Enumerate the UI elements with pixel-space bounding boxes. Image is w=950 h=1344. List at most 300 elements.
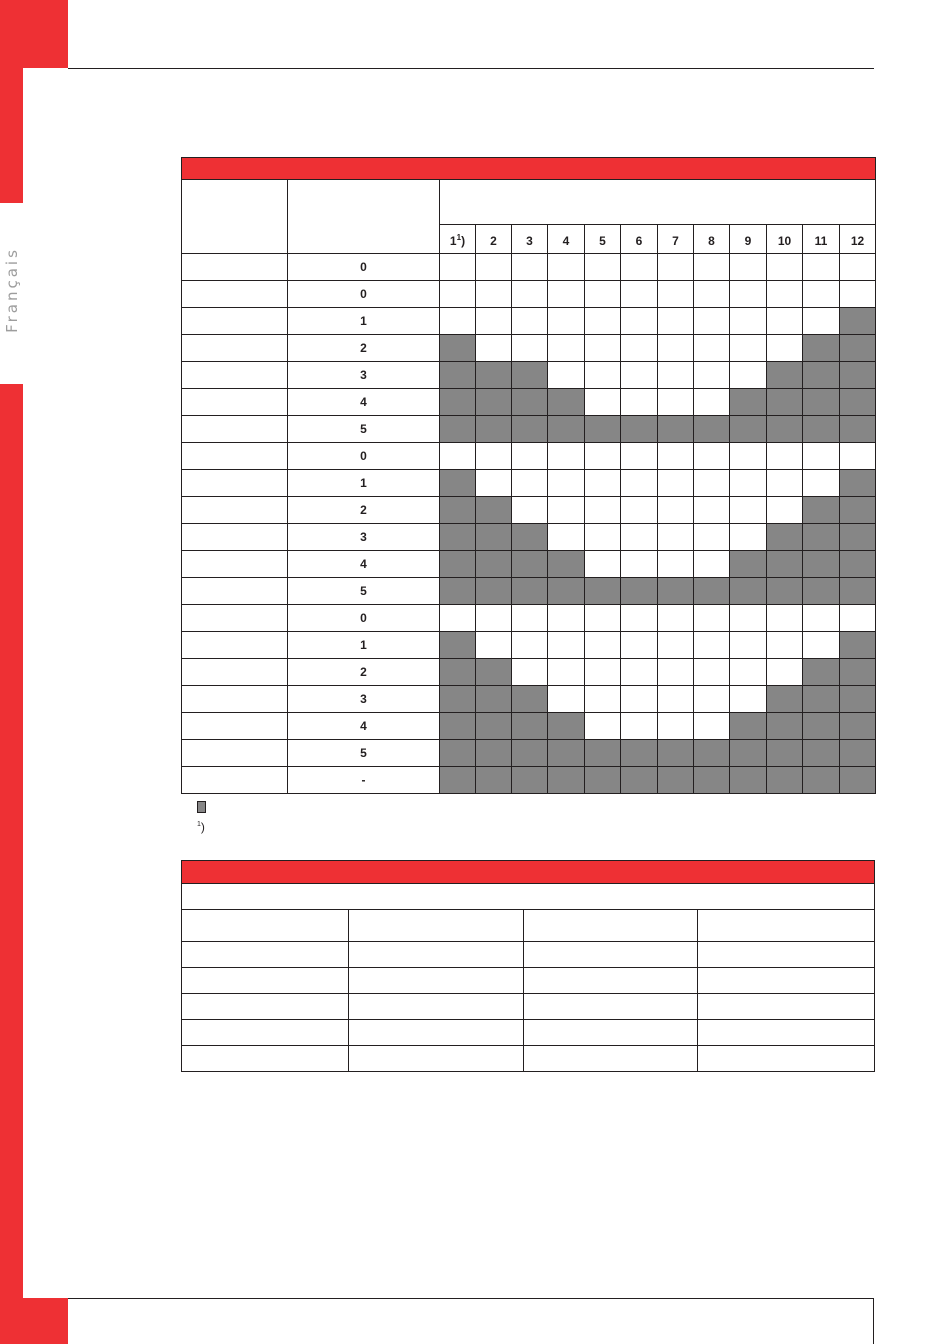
month-cell-empty [621,632,658,659]
table-row [182,994,875,1020]
month-cell-filled [803,524,840,551]
header-rule [68,68,874,69]
month-cell-empty [694,605,730,632]
row-value: 5 [288,416,440,443]
month-cell-filled [694,578,730,605]
table-row [182,470,876,497]
month-cell-empty [694,254,730,281]
month-cell-empty [621,524,658,551]
month-cell-empty [548,254,585,281]
month-cell-filled [585,740,621,767]
month-header-cell: 7 [658,225,694,254]
legend-swatch [197,801,206,813]
table2-cell [524,942,698,968]
month-cell-filled [512,551,548,578]
table2-cell [182,1046,349,1072]
month-cell-empty [585,632,621,659]
row-value: 3 [288,686,440,713]
month-cell-empty [512,254,548,281]
month-cell-empty [803,632,840,659]
secondary-table [181,860,875,1072]
month-cell-empty [694,389,730,416]
month-cell-filled [548,416,585,443]
table2-cell [349,968,524,994]
month-cell-empty [658,308,694,335]
month-cell-empty [694,551,730,578]
month-cell-filled [512,740,548,767]
row-value: 1 [288,308,440,335]
month-cell-empty [512,308,548,335]
row-value: 0 [288,254,440,281]
month-cell-filled [767,416,803,443]
row-value: 3 [288,524,440,551]
month-header-cell: $1^1$) [440,225,476,254]
month-cell-empty [548,524,585,551]
month-cell-empty [730,362,767,389]
table1-header-col1 [182,180,288,254]
month-cell-filled [548,740,585,767]
month-cell-filled [621,578,658,605]
month-cell-filled [803,497,840,524]
month-cell-empty [621,308,658,335]
month-cell-empty [658,524,694,551]
month-cell-filled [512,362,548,389]
table1-header-col2 [288,180,440,254]
month-cell-empty [440,308,476,335]
month-cell-filled [440,335,476,362]
month-cell-filled [440,578,476,605]
month-cell-filled [548,578,585,605]
month-cell-filled [803,416,840,443]
side-language-label: Français [3,247,22,333]
table-row [182,713,876,740]
table-row [182,443,876,470]
month-cell-filled [512,416,548,443]
table-row [182,578,876,605]
corner-red-tab-top [0,0,68,68]
month-cell-filled [803,551,840,578]
month-cell-filled [803,389,840,416]
month-cell-filled [730,416,767,443]
month-cell-empty [585,443,621,470]
table2-cell [524,1020,698,1046]
month-cell-filled [658,740,694,767]
month-cell-empty [767,281,803,308]
month-cell-empty [512,497,548,524]
month-header-cell: 11 [803,225,840,254]
month-cell-filled [840,470,876,497]
month-cell-empty [585,713,621,740]
row-value: 2 [288,659,440,686]
month-cell-empty [585,605,621,632]
month-cell-filled [621,740,658,767]
month-cell-empty [621,281,658,308]
month-cell-empty [585,524,621,551]
row-label [182,659,288,686]
month-cell-empty [658,605,694,632]
month-cell-empty [658,362,694,389]
month-cell-empty [767,605,803,632]
month-cell-filled [658,767,694,794]
month-cell-filled [767,578,803,605]
month-cell-filled [840,767,876,794]
month-cell-empty [767,335,803,362]
month-cell-empty [476,605,512,632]
month-cell-filled [803,686,840,713]
table-row [182,254,876,281]
month-cell-empty [512,659,548,686]
table2-cell [182,1020,349,1046]
month-cell-empty [585,659,621,686]
month-cell-filled [767,713,803,740]
month-cell-filled [803,335,840,362]
table-row [182,281,876,308]
month-cell-filled [840,740,876,767]
month-cell-filled [440,740,476,767]
month-cell-empty [585,551,621,578]
row-value: - [288,767,440,794]
month-cell-empty [476,632,512,659]
month-cell-empty [585,470,621,497]
month-cell-empty [585,308,621,335]
month-cell-empty [621,551,658,578]
table-row [182,632,876,659]
month-cell-empty [730,524,767,551]
month-cell-filled [730,551,767,578]
month-cell-empty [621,443,658,470]
row-label [182,524,288,551]
month-cell-filled [440,389,476,416]
month-cell-filled [440,551,476,578]
month-cell-empty [694,524,730,551]
month-cell-filled [440,416,476,443]
month-cell-empty [440,443,476,470]
month-cell-empty [694,362,730,389]
month-cell-empty [585,335,621,362]
row-label [182,335,288,362]
month-cell-empty [585,281,621,308]
month-cell-filled [585,767,621,794]
table-row [182,524,876,551]
month-cell-empty [548,443,585,470]
table2-title-bar [182,861,875,884]
table-row [182,308,876,335]
row-value: 0 [288,281,440,308]
table-row [182,659,876,686]
month-cell-filled [476,416,512,443]
month-cell-empty [585,389,621,416]
month-cell-filled [840,497,876,524]
table1-months-title [440,180,876,225]
month-cell-filled [476,713,512,740]
month-cell-filled [440,524,476,551]
month-cell-empty [730,254,767,281]
month-header-cell: 5 [585,225,621,254]
month-cell-empty [730,605,767,632]
month-cell-filled [767,524,803,551]
row-value: 0 [288,605,440,632]
month-cell-filled [730,713,767,740]
month-cell-empty [767,470,803,497]
month-cell-empty [512,470,548,497]
month-cell-empty [548,686,585,713]
row-label [182,416,288,443]
month-cell-empty [658,443,694,470]
month-cell-empty [621,389,658,416]
month-cell-empty [803,470,840,497]
table-row [182,740,876,767]
month-cell-filled [512,713,548,740]
month-header-cell: 9 [730,225,767,254]
table1-header-row [182,180,876,225]
month-cell-filled [840,578,876,605]
month-cell-empty [621,686,658,713]
month-cell-empty [621,713,658,740]
month-cell-empty [548,659,585,686]
month-cell-empty [694,335,730,362]
month-cell-empty [476,281,512,308]
table2-subtitle-row [182,884,875,910]
month-cell-empty [840,443,876,470]
month-cell-empty [658,470,694,497]
month-cell-empty [512,443,548,470]
month-cell-filled [512,767,548,794]
month-cell-empty [548,605,585,632]
row-label [182,551,288,578]
month-cell-filled [730,767,767,794]
month-cell-empty [730,281,767,308]
month-cell-empty [658,686,694,713]
month-cell-empty [694,308,730,335]
month-cell-empty [803,281,840,308]
month-cell-empty [767,659,803,686]
month-cell-empty [730,659,767,686]
month-cell-filled [840,659,876,686]
month-cell-filled [840,632,876,659]
month-cell-empty [440,254,476,281]
month-cell-empty [658,389,694,416]
month-cell-filled [803,713,840,740]
month-cell-empty [803,443,840,470]
month-cell-filled [803,767,840,794]
table2-header-cell [524,910,698,942]
month-cell-filled [803,659,840,686]
month-cell-empty [440,281,476,308]
month-cell-filled [512,578,548,605]
month-cell-empty [476,443,512,470]
row-value: 4 [288,551,440,578]
table2-cell [349,1020,524,1046]
row-label [182,740,288,767]
month-cell-empty [512,335,548,362]
row-label [182,578,288,605]
table2-cell [524,1046,698,1072]
month-cell-filled [440,362,476,389]
row-label [182,605,288,632]
month-cell-empty [548,470,585,497]
table-row [182,335,876,362]
month-cell-filled [476,686,512,713]
month-cell-filled [840,416,876,443]
table2-cell [698,1020,875,1046]
month-cell-filled [548,551,585,578]
month-cell-empty [694,713,730,740]
month-cell-empty [730,335,767,362]
month-cell-filled [840,713,876,740]
table2-header-cell [349,910,524,942]
month-cell-empty [512,632,548,659]
month-cell-filled [840,362,876,389]
month-cell-filled [803,578,840,605]
month-cell-empty [548,281,585,308]
table-row [182,416,876,443]
month-cell-empty [694,686,730,713]
month-cell-empty [476,308,512,335]
table-row [182,389,876,416]
footer-rule [68,1298,874,1299]
month-cell-filled [840,389,876,416]
month-cell-empty [512,281,548,308]
month-cell-empty [767,443,803,470]
table-row [182,551,876,578]
month-cell-filled [840,335,876,362]
row-value: 0 [288,443,440,470]
month-cell-filled [803,740,840,767]
month-cell-filled [476,551,512,578]
table2-cell [182,968,349,994]
month-cell-filled [585,578,621,605]
month-cell-filled [512,389,548,416]
table-row [182,686,876,713]
month-cell-filled [840,551,876,578]
month-cell-filled [767,389,803,416]
month-cell-filled [621,767,658,794]
table-row [182,497,876,524]
month-cell-empty [730,497,767,524]
table2-cell [698,942,875,968]
month-cell-filled [658,578,694,605]
table2-header-row [182,910,875,942]
month-cell-filled [476,362,512,389]
month-cell-filled [694,416,730,443]
row-value: 2 [288,497,440,524]
row-label [182,470,288,497]
month-cell-filled [840,308,876,335]
footnote: $^1$) [197,820,205,834]
row-label [182,389,288,416]
month-cell-filled [767,740,803,767]
row-label [182,713,288,740]
month-cell-filled [803,362,840,389]
side-red-bar-top [0,68,23,203]
month-cell-filled [548,713,585,740]
month-cell-filled [548,389,585,416]
row-label [182,632,288,659]
row-value: 2 [288,335,440,362]
month-header-cell: 4 [548,225,585,254]
month-cell-empty [658,254,694,281]
month-cell-empty [585,362,621,389]
month-cell-empty [621,254,658,281]
table2-cell [182,942,349,968]
month-cell-filled [440,767,476,794]
month-cell-empty [730,470,767,497]
month-cell-empty [658,497,694,524]
table2-cell [349,942,524,968]
row-value: 4 [288,389,440,416]
table-row [182,968,875,994]
month-cell-filled [767,362,803,389]
month-cell-empty [548,362,585,389]
month-cell-empty [585,254,621,281]
month-cell-empty [585,497,621,524]
table-row [182,362,876,389]
month-cell-filled [476,578,512,605]
table2-cell [524,994,698,1020]
table2-cell [524,968,698,994]
table-row [182,767,876,794]
month-cell-filled [840,524,876,551]
table-row [182,605,876,632]
table-row [182,1020,875,1046]
month-cell-empty [840,254,876,281]
month-cell-empty [476,470,512,497]
month-cell-empty [658,659,694,686]
month-cell-empty [621,362,658,389]
row-label [182,767,288,794]
month-cell-empty [803,605,840,632]
month-cell-empty [476,254,512,281]
month-header-cell: 8 [694,225,730,254]
month-cell-empty [658,551,694,578]
month-cell-filled [730,389,767,416]
row-value: 5 [288,578,440,605]
month-cell-filled [440,686,476,713]
month-cell-filled [585,416,621,443]
row-value: 1 [288,632,440,659]
side-red-bar-bottom [0,384,23,1300]
month-cell-empty [840,605,876,632]
month-cell-filled [730,578,767,605]
month-cell-empty [658,632,694,659]
month-cell-empty [767,632,803,659]
month-cell-empty [548,335,585,362]
month-cell-empty [621,335,658,362]
row-label [182,308,288,335]
month-header-cell: 6 [621,225,658,254]
month-cell-filled [730,740,767,767]
month-cell-filled [694,740,730,767]
month-cell-empty [548,632,585,659]
row-label [182,686,288,713]
month-cell-empty [730,308,767,335]
month-cell-filled [512,524,548,551]
month-cell-empty [621,497,658,524]
table1-title-bar [182,158,876,180]
month-cell-filled [476,524,512,551]
month-cell-empty [440,605,476,632]
month-cell-filled [658,416,694,443]
month-schedule-table [181,157,876,794]
table2-header-cell [698,910,875,942]
month-cell-filled [512,686,548,713]
table2-cell [698,994,875,1020]
row-value: 4 [288,713,440,740]
month-cell-empty [767,254,803,281]
footer-rule-end [873,1298,874,1344]
row-label [182,497,288,524]
month-cell-empty [621,470,658,497]
